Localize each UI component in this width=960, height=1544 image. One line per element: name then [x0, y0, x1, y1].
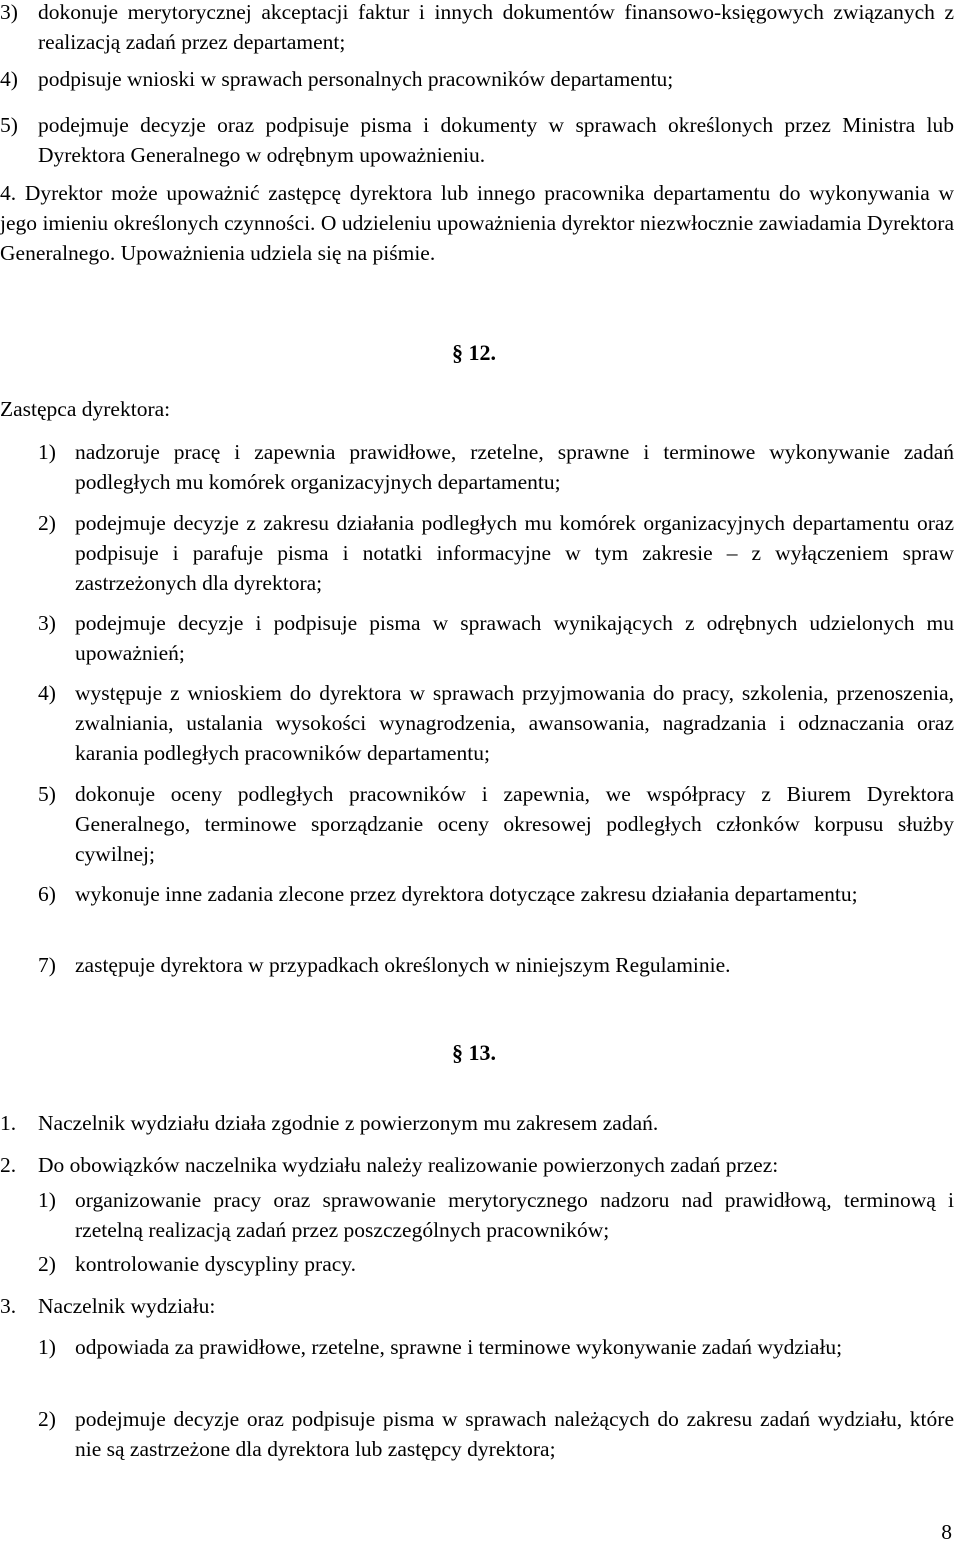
list-item	[38, 508, 954, 598]
item-text: dokonuje oceny podległych pracowników i zapewnia, we współpracy z Biurem Dyrektora Generalnego, terminowe sporządzanie oceny okresowej podległych członków korpusu służby cywilnej;	[75, 782, 954, 866]
item-number: 5)	[38, 782, 56, 806]
list-item	[38, 437, 954, 497]
item-number: 1)	[38, 1335, 56, 1359]
list-item	[0, 0, 954, 57]
item-number: 4)	[0, 67, 18, 91]
list-item	[0, 64, 954, 94]
list-item	[38, 1249, 954, 1279]
item-text: podejmuje decyzje oraz podpisuje pisma w sprawach należących do zakresu zadań wydziału, które nie są zastrzeżone dla dyrektora lub zastępcy dyrektora;	[75, 1407, 954, 1461]
list-item	[38, 879, 954, 909]
list-item	[38, 608, 954, 668]
item-number: 6)	[38, 882, 56, 906]
paragraph-text: Naczelnik wydziału:	[38, 1294, 216, 1318]
item-text: wykonuje inne zadania zlecone przez dyrektora dotyczące zakresu działania departamentu;	[75, 882, 858, 906]
paragraph-point-4	[0, 178, 954, 268]
numbered-paragraph	[0, 1150, 954, 1180]
list-item	[38, 1332, 954, 1362]
item-text: podpisuje wnioski w sprawach personalnych pracowników departamentu;	[38, 67, 674, 91]
numbered-paragraph	[0, 1291, 954, 1321]
item-number: 5)	[0, 113, 18, 137]
item-text: podejmuje decyzje i podpisuje pisma w sprawach wynikających z odrębnych udzielonych mu upoważnień;	[75, 611, 954, 665]
item-number: 2)	[38, 1407, 56, 1431]
item-text: zastępuje dyrektora w przypadkach określonych w niniejszym Regulaminie.	[75, 953, 731, 977]
list-item	[38, 779, 954, 869]
paragraph-number: 3.	[0, 1294, 17, 1318]
paragraph-text: Do obowiązków naczelnika wydziału należy realizowanie powierzonych zadań przez:	[38, 1153, 779, 1177]
item-number: 2)	[38, 511, 56, 535]
item-text: odpowiada za prawidłowe, rzetelne, sprawne i terminowe wykonywanie zadań wydziału;	[75, 1335, 843, 1359]
item-number: 1)	[38, 440, 56, 464]
item-text: podejmuje decyzje oraz podpisuje pisma i dokumenty w sprawach określonych przez Ministra lub Dyrektora Generalnego w odrębnym upoważnieniu.	[38, 113, 954, 167]
section-intro: Zastępca dyrektora:	[0, 397, 171, 421]
item-number: 2)	[38, 1252, 56, 1276]
item-text: kontrolowanie dyscypliny pracy.	[75, 1252, 357, 1276]
item-text: dokonuje merytorycznej akceptacji faktur i innych dokumentów finansowo-księgowych związanych z realizacją zadań przez departament;	[38, 0, 954, 54]
list-item	[38, 1404, 954, 1464]
list-item	[38, 950, 954, 980]
list-item	[0, 110, 954, 170]
list-item	[38, 1185, 954, 1245]
paragraph-number: 1.	[0, 1111, 17, 1135]
item-text: podejmuje decyzje z zakresu działania podległych mu komórek organizacyjnych departamentu oraz podpisuje i parafuje pisma i notatki informacyjne w tym zakresie – z wyłączeniem spraw zastrzeżonych dla dyrektora;	[75, 511, 954, 595]
point-number: 4.	[0, 181, 17, 205]
numbered-paragraph	[0, 1108, 954, 1138]
section-heading-13: § 13.	[452, 1040, 496, 1065]
section-heading-12: § 12.	[452, 340, 496, 365]
paragraph-number: 2.	[0, 1153, 17, 1177]
item-number: 7)	[38, 953, 56, 977]
list-item	[38, 678, 954, 768]
paragraph-text: Naczelnik wydziału działa zgodnie z powierzonym mu zakresem zadań.	[38, 1111, 659, 1135]
item-text: występuje z wnioskiem do dyrektora w sprawach przyjmowania do pracy, szkolenia, przenoszenia, zwalniania, ustalania wysokości wynagrodzenia, awansowania, nagradzania i odznaczania oraz karania podległych pracowników departamentu;	[75, 681, 954, 765]
item-number: 4)	[38, 681, 56, 705]
item-number: 3)	[38, 611, 56, 635]
item-text: nadzoruje pracę i zapewnia prawidłowe, rzetelne, sprawne i terminowe wykonywanie zadań podległych mu komórek organizacyjnych departamentu;	[75, 440, 954, 494]
item-number: 3)	[0, 0, 18, 24]
item-text: organizowanie pracy oraz sprawowanie merytorycznego nadzoru nad prawidłową, terminową i rzetelną realizacją zadań przez poszczególnych pracowników;	[75, 1188, 954, 1242]
item-number: 1)	[38, 1188, 56, 1212]
point-text: Dyrektor może upoważnić zastępcę dyrektora lub innego pracownika departamentu do wykonywania w jego imieniu określonych czynności. O udzieleniu upoważnienia dyrektor niezwłocznie zawiadamia Dyrektora Generalnego. Upoważnienia udziela się na piśmie.	[0, 181, 955, 265]
page-number: 8	[941, 1520, 952, 1544]
